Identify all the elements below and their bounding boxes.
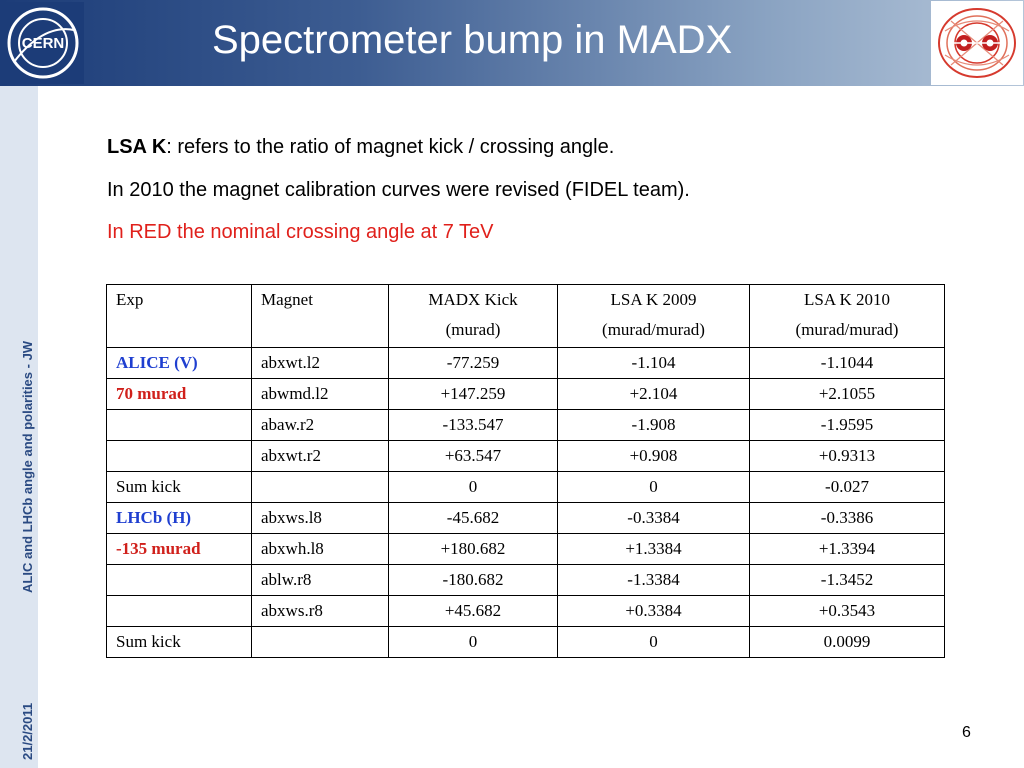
sidebar-topic: ALIC and LHCb angle and polarities - JW — [20, 340, 35, 593]
madx-kick-cell: 0 — [389, 627, 558, 658]
madx-kick-cell: -180.682 — [389, 565, 558, 596]
madx-kick-cell: -45.682 — [389, 503, 558, 534]
header-exp: Exp — [107, 285, 252, 348]
slide-title: Spectrometer bump in MADX — [212, 18, 733, 62]
header-lsa-k-2010: LSA K 2010 (murad/murad) — [750, 285, 945, 348]
lsa-k-2009-cell: -1.104 — [558, 348, 750, 379]
exp-cell: ALICE (V) — [107, 348, 252, 379]
exp-cell: Sum kick — [107, 472, 252, 503]
lsa-k-2009-cell: +0.908 — [558, 441, 750, 472]
header-madx-kick: MADX Kick (murad) — [389, 285, 558, 348]
slide-header — [0, 0, 1024, 86]
table-header-row — [107, 285, 945, 348]
magnet-cell: abxwt.r2 — [252, 441, 389, 472]
lsa-k-2010-cell: +1.3394 — [750, 534, 945, 565]
exp-cell — [107, 441, 252, 472]
red-legend-note: In RED the nominal crossing angle at 7 TeV — [107, 221, 494, 243]
lsa-k-definition: : refers to the ratio of magnet kick / crossing angle. — [166, 136, 615, 158]
lhc-crossing-logo-icon — [931, 1, 1023, 85]
lsa-k-2010-cell: -1.1044 — [750, 348, 945, 379]
lsa-k-2009-cell: +2.104 — [558, 379, 750, 410]
magnet-cell: abwmd.l2 — [252, 379, 389, 410]
magnet-cell: abxws.r8 — [252, 596, 389, 627]
table-row — [107, 410, 945, 441]
lsa-k-2010-cell: -1.9595 — [750, 410, 945, 441]
exp-cell: Sum kick — [107, 627, 252, 658]
table-row — [107, 503, 945, 534]
magnet-kick-table — [106, 284, 945, 658]
lsa-k-2009-cell: +1.3384 — [558, 534, 750, 565]
lsa-k-2009-cell: 0 — [558, 627, 750, 658]
lsa-k-2009-cell: -0.3384 — [558, 503, 750, 534]
madx-kick-cell: -133.547 — [389, 410, 558, 441]
lsa-k-2009-cell: -1.3384 — [558, 565, 750, 596]
table-row — [107, 534, 945, 565]
madx-kick-cell: +180.682 — [389, 534, 558, 565]
madx-kick-cell: +45.682 — [389, 596, 558, 627]
table-row — [107, 565, 945, 596]
exp-cell — [107, 565, 252, 596]
magnet-cell — [252, 627, 389, 658]
table-row — [107, 596, 945, 627]
cern-logo-icon — [2, 2, 84, 84]
exp-cell — [107, 410, 252, 441]
lsa-k-2009-cell: -1.908 — [558, 410, 750, 441]
calibration-note: In 2010 the magnet calibration curves were revised (FIDEL team). — [107, 179, 690, 201]
table-row — [107, 627, 945, 658]
magnet-cell: abxwt.l2 — [252, 348, 389, 379]
svg-text:CERN: CERN — [21, 35, 65, 52]
magnet-cell: abaw.r2 — [252, 410, 389, 441]
table-row — [107, 379, 945, 410]
lsa-k-2010-cell: -0.3386 — [750, 503, 945, 534]
magnet-cell: abxws.l8 — [252, 503, 389, 534]
header-magnet: Magnet — [252, 285, 389, 348]
table-row — [107, 472, 945, 503]
magnet-cell — [252, 472, 389, 503]
lsa-k-2010-cell: -1.3452 — [750, 565, 945, 596]
exp-cell — [107, 596, 252, 627]
page-number: 6 — [962, 724, 971, 741]
table-row — [107, 441, 945, 472]
madx-kick-cell: 0 — [389, 472, 558, 503]
definition-line — [107, 136, 614, 159]
sidebar-date: 21/2/2011 — [20, 702, 35, 760]
exp-cell: LHCb (H) — [107, 503, 252, 534]
lsa-k-2009-cell: +0.3384 — [558, 596, 750, 627]
exp-cell: 70 murad — [107, 379, 252, 410]
table-row — [107, 348, 945, 379]
madx-kick-cell: +63.547 — [389, 441, 558, 472]
exp-cell: -135 murad — [107, 534, 252, 565]
magnet-cell: abxwh.l8 — [252, 534, 389, 565]
lsa-k-2010-cell: +0.3543 — [750, 596, 945, 627]
lsa-k-2009-cell: 0 — [558, 472, 750, 503]
magnet-cell: ablw.r8 — [252, 565, 389, 596]
lsa-k-term: LSA K — [107, 136, 167, 158]
madx-kick-cell: +147.259 — [389, 379, 558, 410]
lsa-k-2010-cell: 0.0099 — [750, 627, 945, 658]
lsa-k-2010-cell: +2.1055 — [750, 379, 945, 410]
madx-kick-cell: -77.259 — [389, 348, 558, 379]
header-lsa-k-2009: LSA K 2009 (murad/murad) — [558, 285, 750, 348]
lsa-k-2010-cell: +0.9313 — [750, 441, 945, 472]
lsa-k-2010-cell: -0.027 — [750, 472, 945, 503]
